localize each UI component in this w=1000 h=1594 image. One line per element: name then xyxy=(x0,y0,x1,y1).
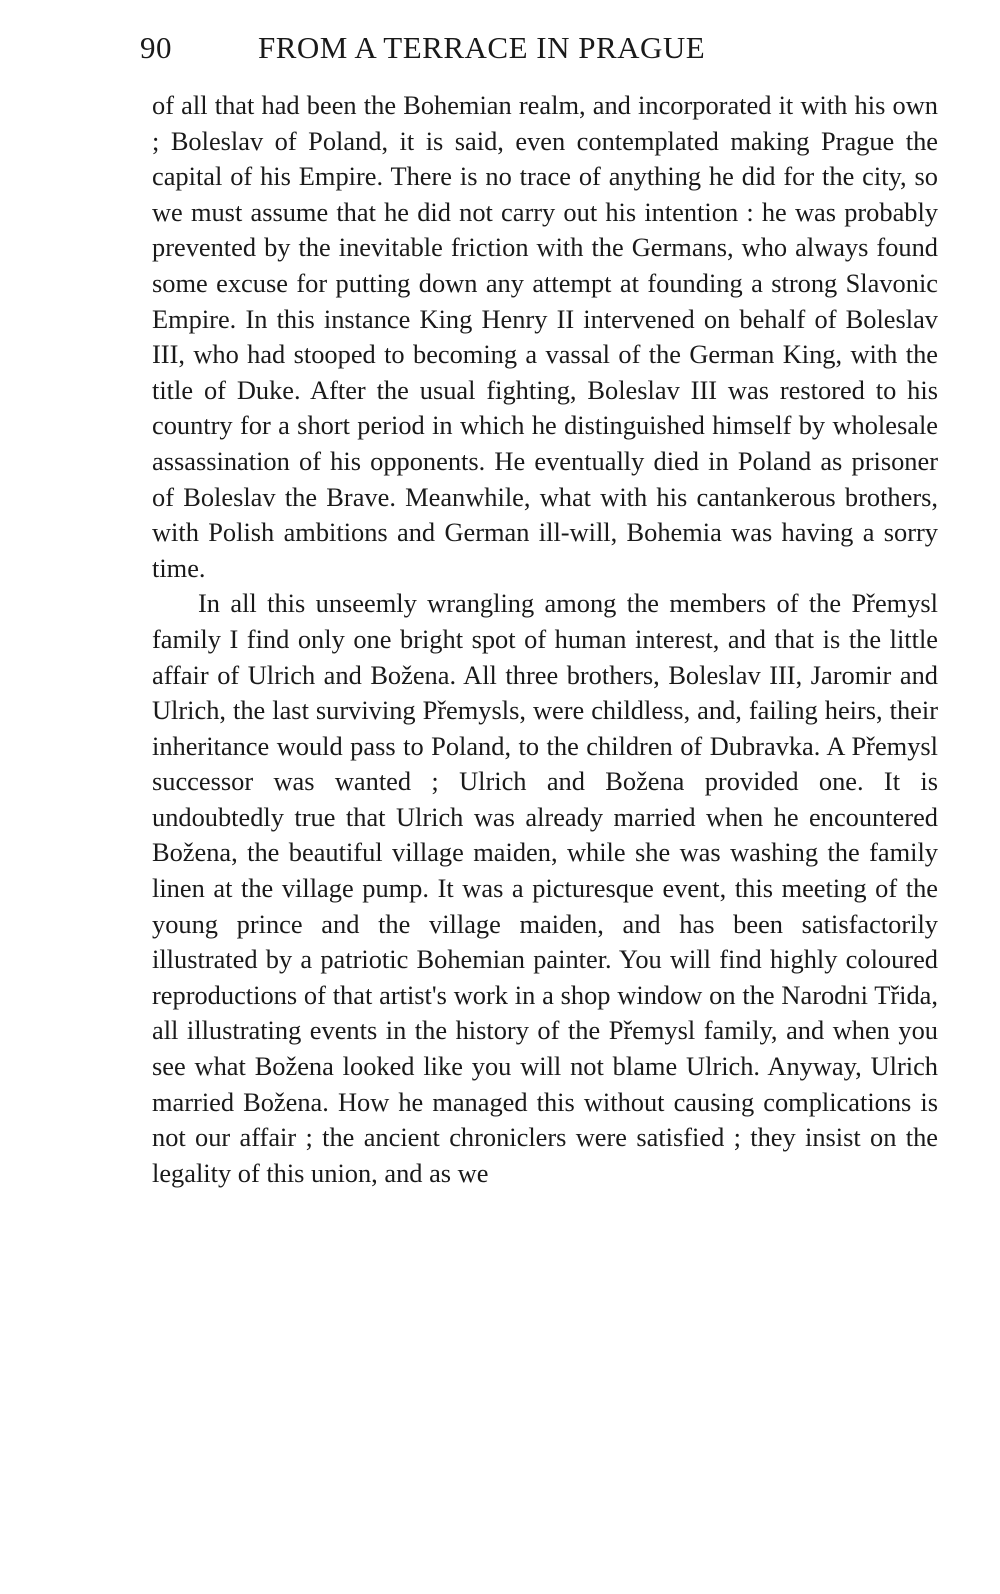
paragraph: of all that had been the Bohemian realm, and incorporated it with his own ; Boleslav of Poland, it is said, even contemplated making Prague the capital of his Empire. There is no trace of anything he did for the city, so we must assume that he did not carry out his intention : he was probably prevented by the inevitable friction with the Germans, who always found some excuse for putting down any attempt at founding a strong Slavonic Empire. In this instance King Henry II intervened on behalf of Boleslav III, who had stooped to becoming a vassal of the German King, with the title of Duke. After the usual fighting, Boleslav III was restored to his country for a short period in which he distinguished himself by wholesale assassination of his opponents. He eventually died in Poland as prisoner of Boleslav the Brave. Meanwhile, what with his cantankerous brothers, with Polish ambitions and German ill-will, Bohemia was having a sorry time. xyxy=(152,90,938,583)
paragraph: In all this unseemly wrangling among the members of the Přemysl family I find only one bright spot of human interest, and that is the little affair of Ulrich and Božena. All three brothers, Boleslav III, Jaromir and Ulrich, the last surviving Přemysls, were childless, and, failing heirs, their inheritance would pass to Poland, to the children of Dubravka. A Přemysl successor was wanted ; Ulrich and Božena provided one. It is undoubtedly true that Ulrich was already married when he encountered Božena, the beautiful village maiden, while she was washing the family linen at the village pump. It was a picturesque event, this meeting of the young prince and the village maiden, and has been satisfactorily illustrated by a patriotic Bohemian painter. You will find highly coloured reproductions of that artist's work in a shop window on the Narodni Třida, all illustrating events in the history of the Přemysl family, and when you see what Božena looked like you will not blame Ulrich. Anyway, Ulrich married Božena. How he managed this without causing complications is not our affair ; the ancient chroniclers were satisfied ; they insist on the legality of this union, and as we xyxy=(152,588,938,1188)
running-head xyxy=(140,30,940,74)
body-text xyxy=(152,88,938,1191)
running-title: FROM A TERRACE IN PRAGUE xyxy=(258,30,706,65)
page-number: 90 xyxy=(140,30,172,65)
